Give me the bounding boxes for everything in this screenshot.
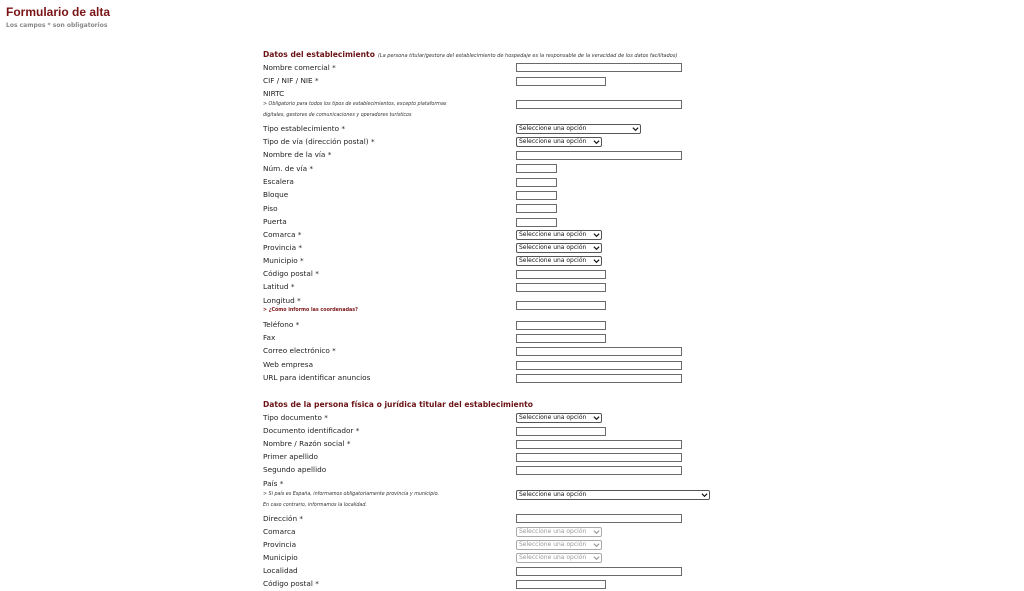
label-comarca-titular: Comarca <box>263 527 296 536</box>
label-pais: País * <box>263 479 284 488</box>
label-comarca: Comarca * <box>263 230 302 239</box>
tipo-via-select[interactable] <box>516 137 602 147</box>
chevron-down-icon <box>632 125 639 133</box>
fax-input[interactable] <box>516 334 606 343</box>
select-value: Seleccione una opción <box>519 491 587 498</box>
correo-input[interactable] <box>516 347 682 356</box>
select-value: Seleccione una opción <box>519 414 587 421</box>
label-piso: Piso <box>263 204 278 213</box>
web-input[interactable] <box>516 361 682 370</box>
label-tipo-establecimiento: Tipo establecimiento * <box>263 124 346 133</box>
label-codigo-postal-titular: Código postal * <box>263 579 319 588</box>
label-telefono: Teléfono * <box>263 320 300 329</box>
longitud-input[interactable] <box>516 301 606 310</box>
chevron-down-icon <box>593 231 600 239</box>
label-municipio-titular: Municipio <box>263 553 298 562</box>
escalera-input[interactable] <box>516 178 557 187</box>
cif-input[interactable] <box>516 77 606 86</box>
label-apellido2: Segundo apellido <box>263 465 327 474</box>
label-url-anuncios: URL para identificar anuncios <box>263 373 371 382</box>
apellido1-input[interactable] <box>516 453 682 462</box>
documento-input[interactable] <box>516 427 606 436</box>
bloque-input[interactable] <box>516 191 557 200</box>
localidad-input[interactable] <box>516 567 682 576</box>
comarca-titular-select[interactable] <box>516 527 602 537</box>
piso-input[interactable] <box>516 204 557 213</box>
municipio-titular-select[interactable] <box>516 553 602 563</box>
label-tipo-via: Tipo de vía (dirección postal) * <box>263 137 375 146</box>
label-provincia: Provincia * <box>263 243 303 252</box>
section-title-titular: Datos de la persona física o jurídica titular del establecimiento <box>263 400 533 409</box>
select-value: Seleccione una opción <box>519 244 587 251</box>
label-direccion: Dirección * <box>263 514 304 523</box>
apellido2-input[interactable] <box>516 466 682 475</box>
section-note: (La persona titular/gestora del establecimiento de hospedaje es la responsable de la veracidad de los datos facilitados) <box>377 53 678 59</box>
select-value: Seleccione una opción <box>519 257 587 264</box>
num-via-input[interactable] <box>516 164 557 173</box>
page-title: Formulario de alta <box>6 5 111 19</box>
direccion-input[interactable] <box>516 514 682 523</box>
pais-select[interactable] <box>516 490 710 500</box>
provincia-titular-select[interactable] <box>516 540 602 550</box>
codigo-postal-titular-input[interactable] <box>516 580 606 589</box>
label-provincia-titular: Provincia <box>263 540 297 549</box>
url-anuncios-input[interactable] <box>516 374 682 383</box>
select-value: Seleccione una opción <box>519 541 587 548</box>
label-longitud: Longitud * <box>263 296 301 305</box>
coordinates-help-link[interactable]: > ¿Cómo informo las coordenadas? <box>263 308 358 313</box>
label-localidad: Localidad <box>263 566 298 575</box>
pais-help-line2: En caso contrario, informamos la localidad. <box>263 503 367 508</box>
select-value: Seleccione una opción <box>519 231 587 238</box>
required-fields-note: Los campos * son obligatorios <box>6 22 108 29</box>
nombre-comercial-input[interactable] <box>516 63 682 72</box>
label-nirtc: NIRTC <box>263 89 285 98</box>
municipio-select[interactable] <box>516 256 602 266</box>
section-title-text: Datos del establecimiento <box>263 50 375 59</box>
label-cif: CIF / NIF / NIE * <box>263 76 319 85</box>
chevron-down-icon <box>593 244 600 252</box>
latitud-input[interactable] <box>516 283 606 292</box>
label-nombre-comercial: Nombre comercial * <box>263 63 336 72</box>
nirtc-help-line1: > Obligatorio para todos los tipos de establecimientos, excepto plataformas <box>263 102 447 107</box>
label-nombre: Nombre / Razón social * <box>263 439 351 448</box>
select-value: Seleccione una opción <box>519 125 587 132</box>
label-escalera: Escalera <box>263 177 294 186</box>
chevron-down-icon <box>593 541 600 549</box>
label-apellido1: Primer apellido <box>263 452 318 461</box>
select-value: Seleccione una opción <box>519 554 587 561</box>
label-correo: Correo electrónico * <box>263 346 336 355</box>
provincia-select[interactable] <box>516 243 602 253</box>
chevron-down-icon <box>593 257 600 265</box>
nombre-input[interactable] <box>516 440 682 449</box>
telefono-input[interactable] <box>516 321 606 330</box>
nirtc-input[interactable] <box>516 100 682 109</box>
chevron-down-icon <box>593 554 600 562</box>
tipo-documento-select[interactable] <box>516 413 602 423</box>
label-municipio: Municipio * <box>263 256 304 265</box>
codigo-postal-input[interactable] <box>516 270 606 279</box>
chevron-down-icon <box>593 528 600 536</box>
chevron-down-icon <box>701 491 708 499</box>
nombre-via-input[interactable] <box>516 151 682 160</box>
label-codigo-postal: Código postal * <box>263 269 319 278</box>
nirtc-help-line2: digitales, gestores de comunicaciones y operadores turísticos <box>263 113 412 118</box>
label-latitud: Latitud * <box>263 282 295 291</box>
tipo-establecimiento-select[interactable] <box>516 124 641 134</box>
label-documento: Documento identificador * <box>263 426 360 435</box>
puerta-input[interactable] <box>516 218 557 227</box>
label-web: Web empresa <box>263 360 314 369</box>
comarca-select[interactable] <box>516 230 602 240</box>
pais-help-line1: > Si país es España, informamos obligatoriamente provincia y municipio. <box>263 492 440 497</box>
label-bloque: Bloque <box>263 190 289 199</box>
chevron-down-icon <box>593 414 600 422</box>
label-num-via: Núm. de vía * <box>263 164 314 173</box>
select-value: Seleccione una opción <box>519 528 587 535</box>
chevron-down-icon <box>593 138 600 146</box>
select-value: Seleccione una opción <box>519 138 587 145</box>
section-title-establecimiento <box>263 50 677 59</box>
label-nombre-via: Nombre de la vía * <box>263 150 332 159</box>
label-tipo-documento: Tipo documento * <box>263 413 328 422</box>
label-puerta: Puerta <box>263 217 287 226</box>
label-fax: Fax <box>263 333 276 342</box>
